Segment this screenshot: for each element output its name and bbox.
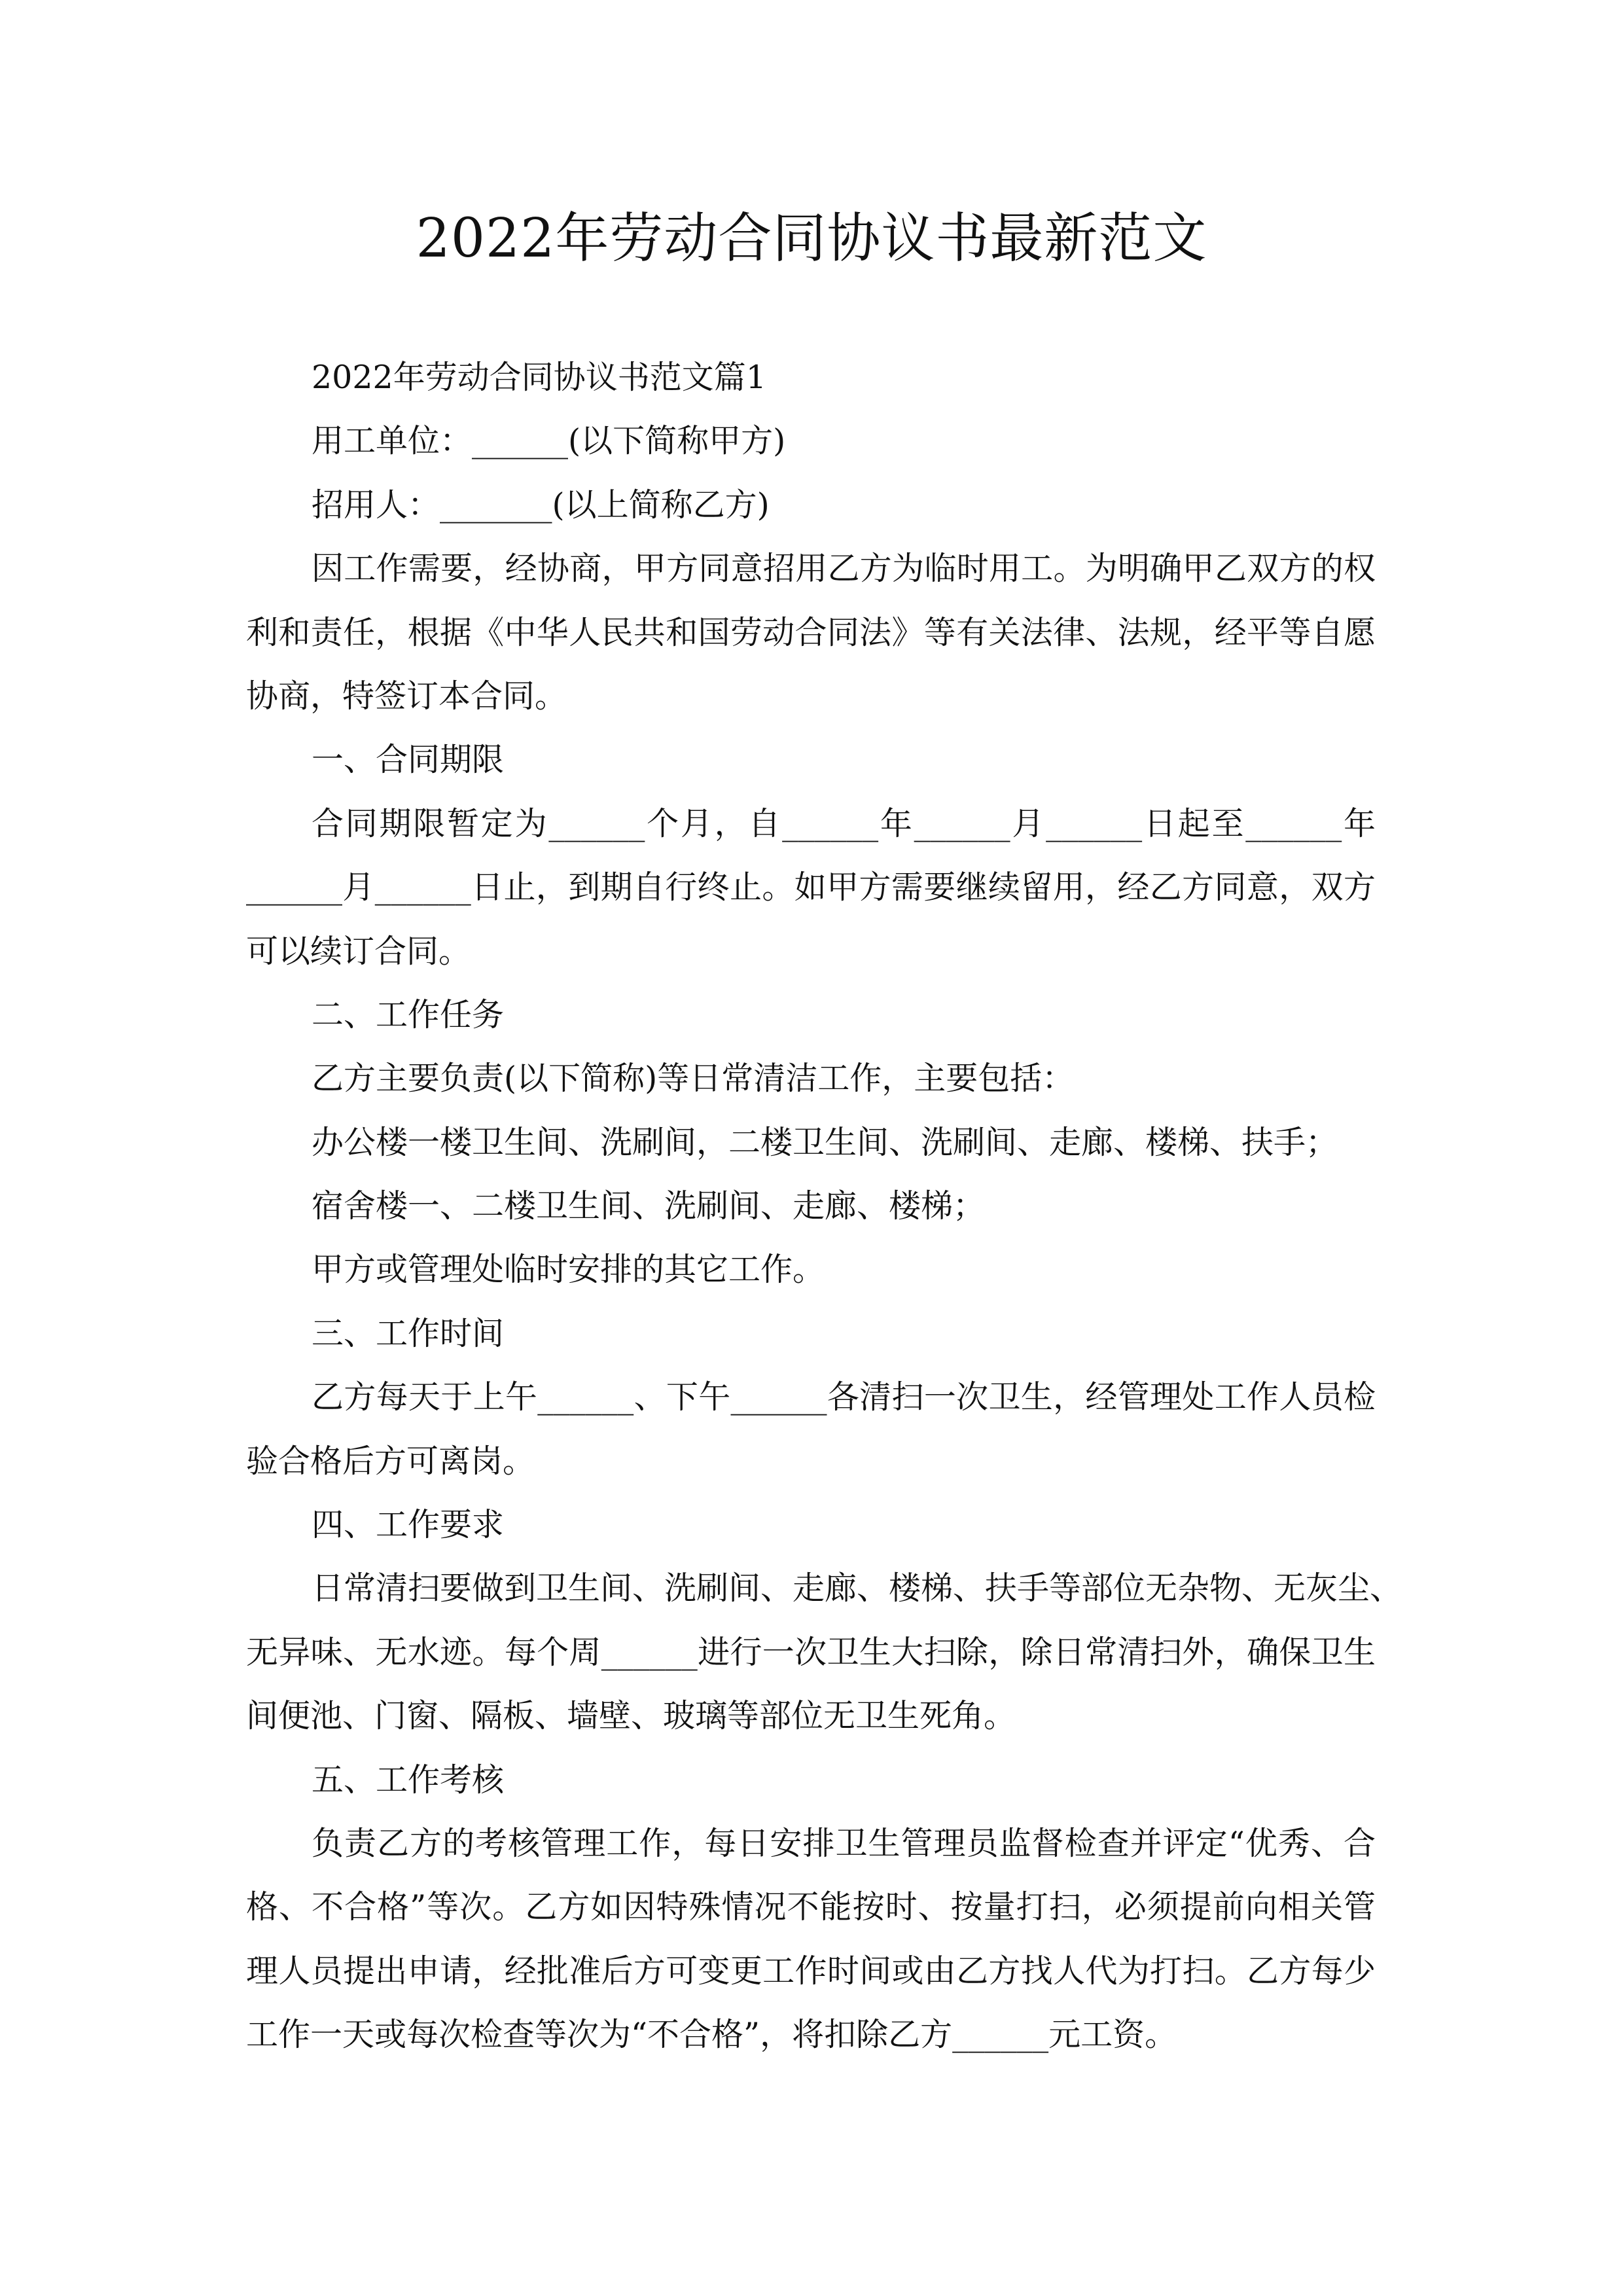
paragraph: [246, 346, 1376, 409]
paragraph: [246, 1174, 1376, 1238]
text-line: 验合格后方可离岗。: [246, 1442, 535, 1480]
text-line: 招用人：_______(以上简称乙方): [312, 486, 770, 524]
text-line: 可以续订合同。: [246, 932, 471, 970]
text-line: 办公楼一楼卫生间、洗刷间，二楼卫生间、洗刷间、走廊、楼梯、扶手；: [312, 1123, 1338, 1161]
paragraph: [246, 728, 1376, 791]
text-line: 利和责任，根据《中华人民共和国劳动合同法》等有关法律、法规，经平等自愿: [246, 613, 1376, 651]
paragraph: [246, 409, 1376, 473]
text-line: 二、工作任务: [312, 996, 505, 1033]
paragraph: [246, 1111, 1376, 1174]
paragraph: [246, 1302, 1376, 1365]
paragraph: [246, 792, 1376, 983]
text-line: 工作一天或每次检查等次为“不合格”，将扣除乙方______元工资。: [246, 2016, 1177, 2054]
paragraph: [246, 537, 1376, 728]
text-line: 一、合同期限: [312, 741, 505, 779]
paragraph: [246, 1238, 1376, 1301]
text-line: 负责乙方的考核管理工作，每日安排卫生管理员监督检查并评定“优秀、合: [312, 1824, 1376, 1862]
text-line: 五、工作考核: [312, 1761, 505, 1799]
text-line: 无异味、无水迹。每个周______进行一次卫生大扫除，除日常清扫外，确保卫生: [246, 1633, 1376, 1671]
text-line: 2022年劳动合同协议书范文篇1: [312, 359, 766, 396]
text-line: 乙方每天于上午______、下午______各清扫一次卫生，经管理处工作人员检: [312, 1378, 1376, 1416]
text-line: 因工作需要，经协商，甲方同意招用乙方为临时用工。为明确甲乙双方的权: [312, 550, 1376, 588]
paragraph: [246, 1493, 1376, 1556]
text-line: 宿舍楼一、二楼卫生间、洗刷间、走廊、楼梯；: [312, 1187, 986, 1225]
text-line: 甲方或管理处临时安排的其它工作。: [312, 1251, 825, 1289]
paragraph: [246, 1047, 1376, 1110]
paragraph: [246, 1556, 1402, 1748]
paragraph: [246, 983, 1376, 1047]
text-line: 理人员提出申请，经批准后方可变更工作时间或由乙方找人代为打扫。乙方每少: [246, 1952, 1376, 1990]
paragraph: [246, 473, 1376, 537]
text-line: 合同期限暂定为______个月，自______年______月______日起至______年: [312, 804, 1376, 842]
text-line: 乙方主要负责(以下简称)等日常清洁工作，主要包括：: [312, 1060, 1075, 1098]
paragraph: [246, 1812, 1376, 2067]
text-line: 协商，特签订本合同。: [246, 677, 567, 715]
paragraph: [246, 1365, 1376, 1493]
text-line: ______月______日止，到期自行终止。如甲方需要继续留用，经乙方同意，双方: [246, 869, 1376, 906]
text-line: 日常清扫要做到卫生间、洗刷间、走廊、楼梯、扶手等部位无杂物、无灰尘、: [312, 1570, 1402, 1607]
document-title: 2022年劳动合同协议书最新范文: [416, 207, 1207, 270]
document-body: [246, 346, 1402, 2067]
paragraph: [246, 1748, 1376, 1812]
text-line: 四、工作要求: [312, 1506, 505, 1544]
text-line: 用工单位：______(以下简称甲方): [312, 422, 786, 460]
text-line: 格、不合格”等次。乙方如因特殊情况不能按时、按量打扫，必须提前向相关管: [246, 1888, 1376, 1926]
text-line: 三、工作时间: [312, 1314, 505, 1352]
text-line: 间便池、门窗、隔板、墙壁、玻璃等部位无卫生死角。: [246, 1697, 1016, 1735]
